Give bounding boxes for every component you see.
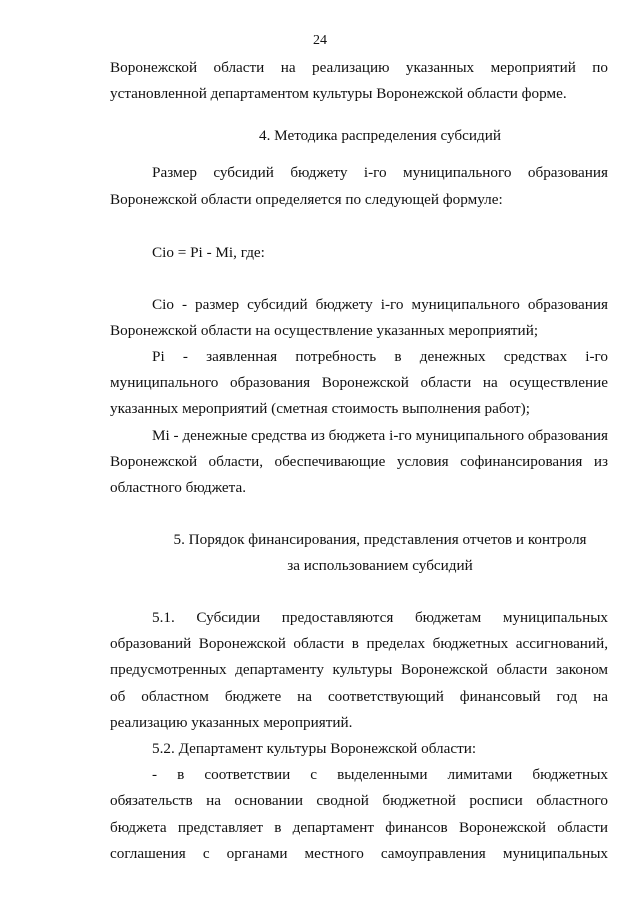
- text-line: установленной департаментом культуры Воронежской области форме.: [110, 85, 567, 102]
- text-line: Воронежской области на реализацию указанных мероприятий по: [110, 59, 608, 76]
- text-line: Mi - денежные средства из бюджета i-го муниципального образования: [152, 427, 608, 444]
- text-line: бюджета представляет в департамент финансов Воронежской области: [110, 819, 608, 836]
- text-line: образований Воронежской области в пределах бюджетных ассигнований,: [110, 635, 608, 652]
- text-line: Размер субсидий бюджету i-го муниципального образования: [152, 164, 608, 181]
- text-line: указанных мероприятий (сметная стоимость выполнения работ);: [110, 400, 530, 417]
- text-line: 5.1. Субсидии предоставляются бюджетам муниципальных: [152, 609, 608, 626]
- formula: Cio = Pi - Mi, где:: [152, 244, 265, 261]
- text-line: Pi - заявленная потребность в денежных средствах i-го: [152, 348, 608, 365]
- text-line: предусмотренных департаменту культуры Воронежской области законом: [110, 661, 608, 678]
- text-line: соглашения с органами местного самоуправления муниципальных: [110, 845, 608, 862]
- text-line: 5.2. Департамент культуры Воронежской области:: [152, 740, 477, 757]
- text-line: Cio - размер субсидий бюджету i-го муниципального образования: [152, 296, 608, 313]
- text-line: об областном бюджете на соответствующий финансовый год на: [110, 688, 608, 705]
- text-line: - в соответствии с выделенными лимитами бюджетных: [152, 766, 608, 783]
- page-number: 24: [313, 33, 327, 48]
- text-line: обязательств на основании сводной бюджетной росписи областного: [110, 792, 608, 809]
- section-heading-4: 4. Методика распределения субсидий: [258, 127, 502, 144]
- text-line: Воронежской области на осуществление указанных мероприятий;: [110, 322, 539, 339]
- text-line: реализацию указанных мероприятий.: [110, 714, 353, 731]
- text-line: муниципального образования Воронежской области на осуществление: [110, 374, 608, 391]
- section-heading-5: 5. Порядок финансирования, представления отчетов и контроля: [173, 531, 587, 548]
- text-line: Воронежской области, обеспечивающие условия софинансирования из: [110, 453, 608, 470]
- section-heading-5-cont: за использованием субсидий: [287, 557, 473, 574]
- text-line: областного бюджета.: [110, 479, 247, 496]
- text-line: Воронежской области определяется по следующей формуле:: [110, 191, 503, 208]
